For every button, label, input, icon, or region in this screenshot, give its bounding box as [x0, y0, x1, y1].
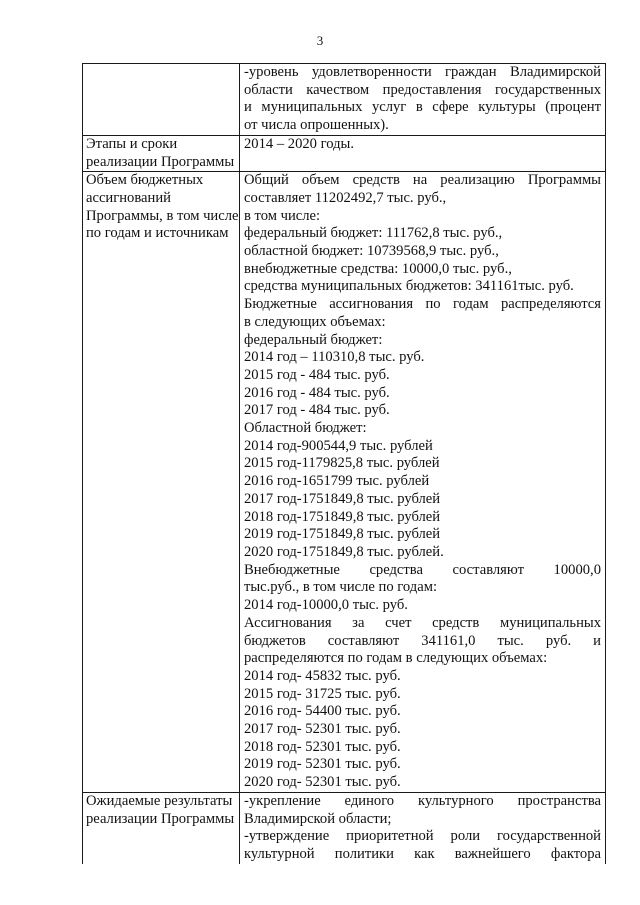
- row-content-line: Внебюджетные средства составляют 10000,0: [244, 561, 601, 578]
- row-content-line: составляет 11202492,7 тыс. руб.,: [244, 189, 447, 206]
- row-content-line: 2014 год- 45832 тыс. руб.: [244, 667, 401, 684]
- row-content-line: и муниципальных услуг в сфере культуры (процент: [244, 99, 601, 116]
- row-content-line: 2020 год-1751849,8 тыс. рублей.: [244, 543, 444, 560]
- row-content-line: 2017 год - 484 тыс. руб.: [244, 402, 390, 419]
- row-content-line: Общий объем средств на реализацию Программы: [244, 172, 601, 189]
- row-content-cell: [240, 135, 606, 171]
- row-content-line: культурной политики как важнейшего фактора: [244, 845, 601, 862]
- table-row: [83, 172, 606, 793]
- row-label-line: Ожидаемые результаты: [86, 792, 233, 809]
- row-label-cell: [83, 172, 240, 793]
- row-content-line: 2014 – 2020 годы.: [244, 135, 354, 152]
- row-content-line: 2019 год- 52301 тыс. руб.: [244, 756, 401, 773]
- row-content-line: внебюджетные средства: 10000,0 тыс. руб.,: [244, 260, 512, 277]
- row-content-cell: [240, 792, 606, 863]
- row-content-line: в том числе:: [244, 207, 321, 224]
- row-content-cell: [240, 172, 606, 793]
- row-content-line: 2016 год - 484 тыс. руб.: [244, 384, 390, 401]
- table-row: [83, 64, 606, 136]
- row-content-line: 2015 год - 484 тыс. руб.: [244, 366, 390, 383]
- row-content-line: от числа опрошенных).: [244, 117, 389, 134]
- row-content-line: в следующих объемах:: [244, 313, 386, 330]
- row-label-cell: [83, 792, 240, 863]
- row-content-line: -укрепление единого культурного пространства: [244, 792, 601, 809]
- row-content-line: областной бюджет: 10739568,9 тыс. руб.,: [244, 243, 499, 260]
- program-passport-table: [82, 63, 606, 864]
- page-number: 3: [316, 33, 324, 48]
- row-content-line: бюджетов составляют 341161,0 тыс. руб. и: [244, 632, 601, 649]
- row-content-line: 2018 год- 52301 тыс. руб.: [244, 738, 401, 755]
- row-content-line: средства муниципальных бюджетов: 341161тыс. руб.: [244, 278, 574, 295]
- row-label-cell: [83, 64, 240, 136]
- row-label-line: Этапы и сроки: [86, 135, 178, 152]
- row-content-line: Областной бюджет:: [244, 420, 367, 437]
- row-content-line: тыс.руб., в том числе по годам:: [244, 579, 437, 596]
- row-label-line: Программы, в том числе: [86, 207, 239, 224]
- row-content-line: 2015 год- 31725 тыс. руб.: [244, 685, 401, 702]
- row-content-line: области качеством предоставления государственных: [244, 81, 601, 98]
- table-row: [83, 792, 606, 863]
- row-content-line: 2016 год-1651799 тыс. рублей: [244, 473, 430, 490]
- row-content-line: распределяются по годам в следующих объемах:: [244, 650, 548, 667]
- row-label-line: реализации Программы: [86, 810, 235, 827]
- row-content-line: 2014 год-900544,9 тыс. рублей: [244, 437, 433, 454]
- row-content-line: 2015 год-1179825,8 тыс. рублей: [244, 455, 440, 472]
- row-content-cell: [240, 64, 606, 136]
- row-content-line: федеральный бюджет: 111762,8 тыс. руб.,: [244, 225, 503, 242]
- row-label-cell: [83, 135, 240, 171]
- row-content-line: Владимирской области;: [244, 810, 392, 827]
- row-content-line: 2020 год- 52301 тыс. руб.: [244, 774, 401, 791]
- table-row: [83, 135, 606, 171]
- row-content-line: 2017 год- 52301 тыс. руб.: [244, 721, 401, 738]
- row-content-line: 2016 год- 54400 тыс. руб.: [244, 703, 401, 720]
- row-label-line: ассигнований: [86, 189, 171, 206]
- row-label-line: Объем бюджетных: [86, 172, 204, 189]
- row-content-line: 2019 год-1751849,8 тыс. рублей: [244, 526, 441, 543]
- row-content-line: -уровень удовлетворенности граждан Владимирской: [244, 64, 601, 80]
- row-label-line: по годам и источникам: [86, 225, 229, 242]
- row-content-line: 2014 год – 110310,8 тыс. руб.: [244, 349, 425, 366]
- row-content-line: Ассигнования за счет средств муниципальных: [244, 614, 601, 631]
- row-content-line: -утверждение приоритетной роли государственной: [244, 828, 601, 845]
- row-label-line: реализации Программы: [86, 153, 235, 170]
- row-content-line: 2014 год-10000,0 тыс. руб.: [244, 597, 408, 614]
- row-content-line: федеральный бюджет:: [244, 331, 383, 348]
- row-content-line: 2017 год-1751849,8 тыс. рублей: [244, 490, 441, 507]
- row-content-line: 2018 год-1751849,8 тыс. рублей: [244, 508, 441, 525]
- row-content-line: Бюджетные ассигнования по годам распределяются: [244, 296, 601, 313]
